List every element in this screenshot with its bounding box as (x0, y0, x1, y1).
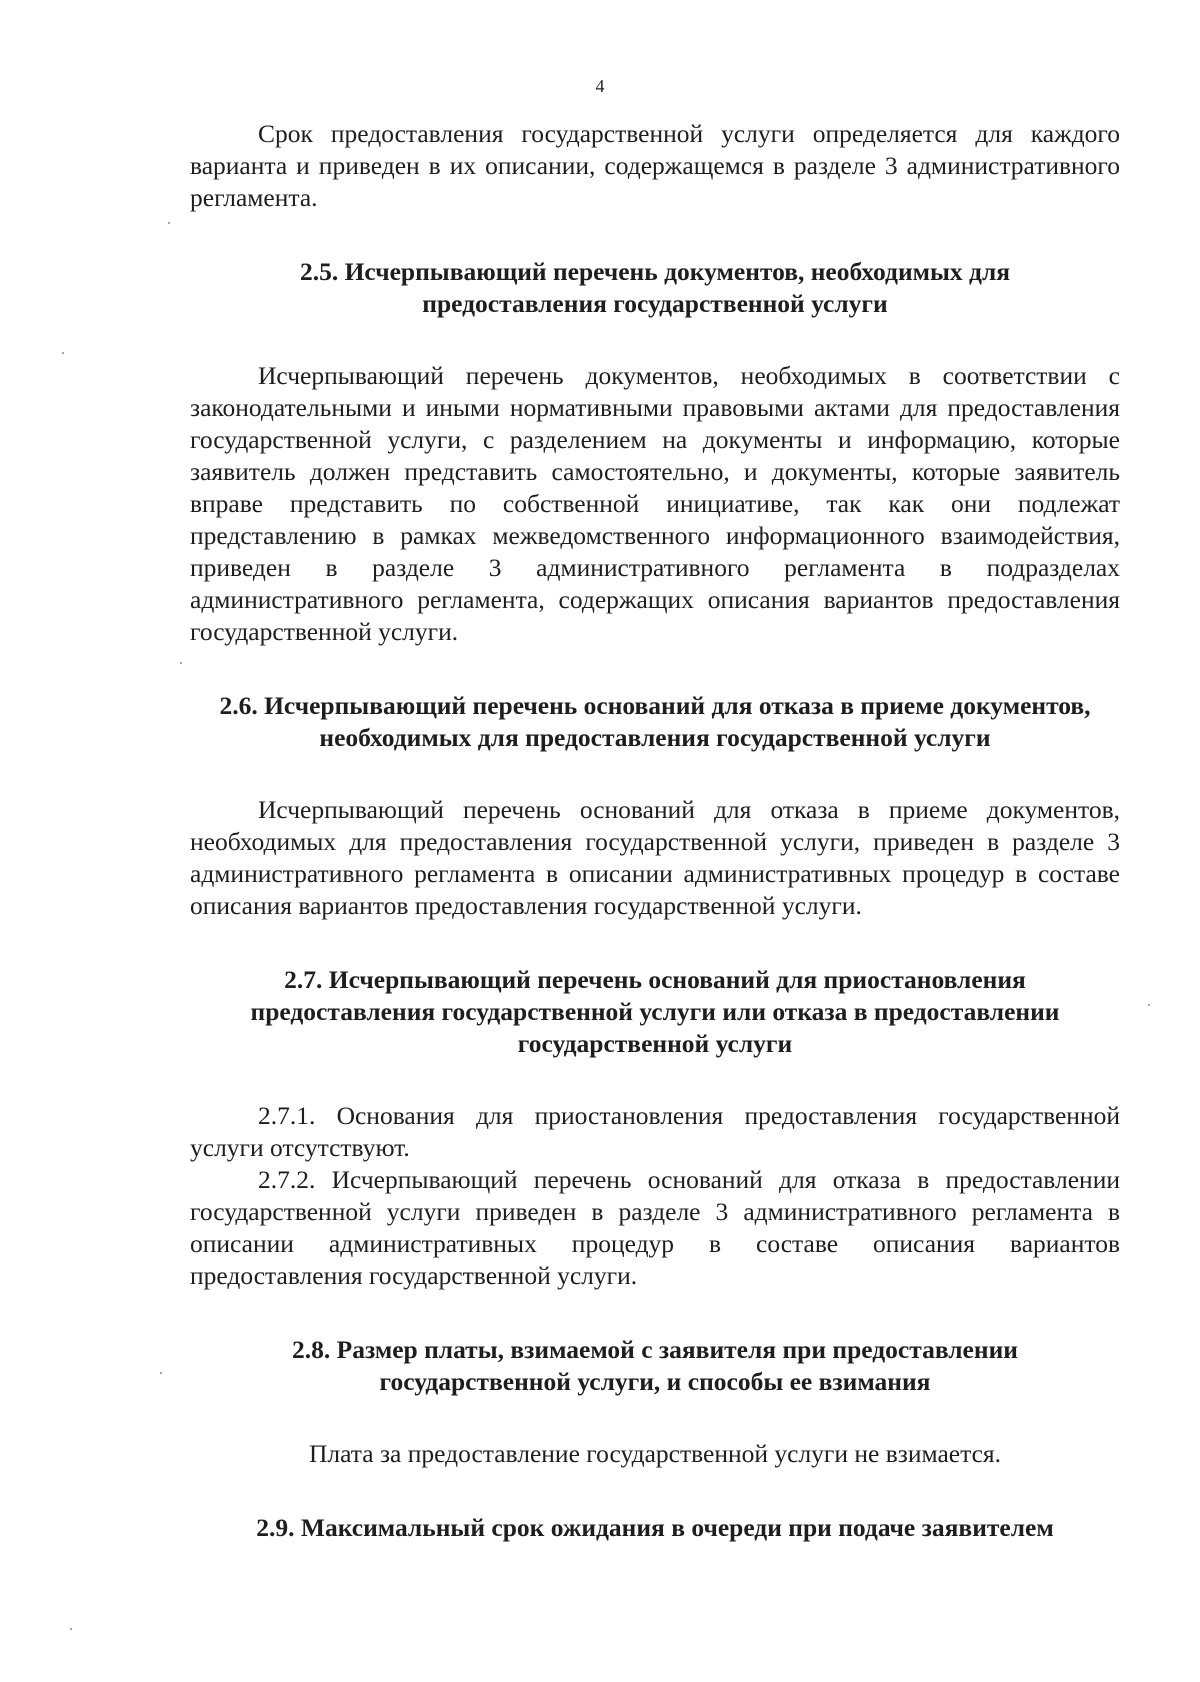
section-2-7-2-paragraph: 2.7.2. Исчерпывающий перечень оснований для отказа в предоставлении государственной услуги приведен в разделе 3 административного регламента в описании административных процедур в составе описания вариантов предоставления государственной услуги. (190, 1165, 1120, 1290)
section-heading-2-6: 2.6. Исчерпывающий перечень оснований для отказа в приеме документов, необходимых для предоставления государственной услуги (219, 691, 1091, 752)
section-heading-2-8: 2.8. Размер платы, взимаемой с заявителя при предоставлении государственной услуги, и способы ее взимания (292, 1335, 1018, 1396)
section-heading-2-9: 2.9. Максимальный срок ожидания в очереди при подаче заявителем (256, 1513, 1054, 1542)
scan-speck (1148, 1004, 1150, 1006)
section-2-5-paragraph: Исчерпывающий перечень документов, необходимых в соответствии с законодательными и иными нормативными правовыми актами для предоставления государственной услуги, с разделением на документы и информацию, которые заявитель должен представить самостоятельно, и документы, которые заявитель вправе представить по собственной инициативе, так как они подлежат представлению в рамках межведомственного информационного взаимодействия, приведен в разделе 3 административного регламента в подразделах административного регламента, содержащих описания вариантов предоставления государственной услуги. (190, 361, 1120, 646)
page-number: 4 (595, 76, 605, 96)
section-2-8-paragraph: Плата за предоставление государственной услуги не взимается. (309, 1439, 1001, 1468)
scan-speck (70, 1628, 72, 1630)
scan-speck (168, 222, 170, 224)
intro-paragraph: Срок предоставления государственной услуги определяется для каждого варианта и приведен в их описании, содержащемся в разделе 3 административного регламента. (190, 119, 1120, 212)
scan-speck (180, 662, 182, 664)
section-2-7-1-paragraph: 2.7.1. Основания для приостановления предоставления государственной услуги отсутствуют. (190, 1101, 1120, 1162)
section-heading-2-5: 2.5. Исчерпывающий перечень документов, необходимых для предоставления государственной услуги (299, 257, 1011, 318)
section-2-6-paragraph: Исчерпывающий перечень оснований для отказа в приеме документов, необходимых для предоставления государственной услуги, приведен в разделе 3 административного регламента в описании административных процедур в составе описания вариантов предоставления государственной услуги. (190, 795, 1120, 920)
document-body (190, 118, 1120, 1544)
scan-speck (160, 1372, 162, 1374)
section-heading-2-7: 2.7. Исчерпывающий перечень оснований для приостановления предоставления государственной услуги или отказа в предоставлении государственной услуги (250, 965, 1060, 1058)
scan-speck (62, 352, 64, 354)
